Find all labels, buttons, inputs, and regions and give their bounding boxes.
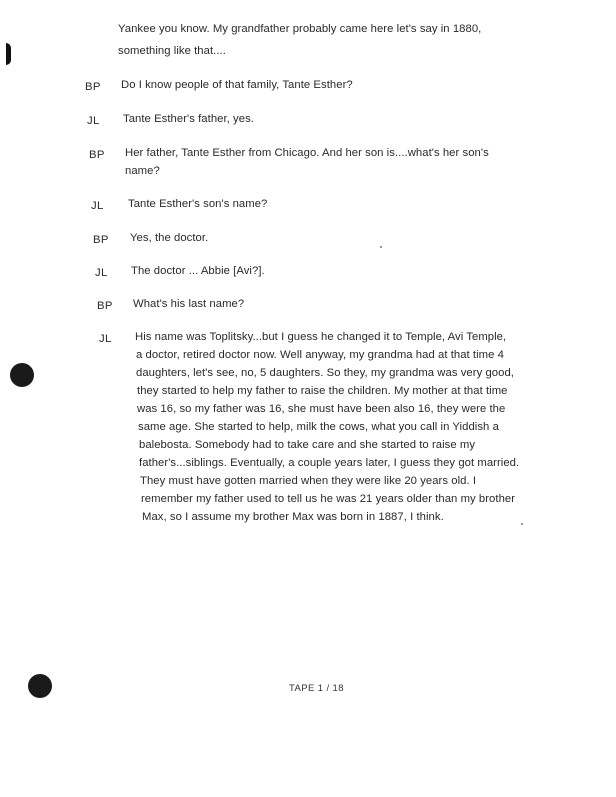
speaker-label: JL [87,115,100,127]
utterance-line: Yes, the doctor. [130,232,209,244]
punch-hole-bottom [28,674,52,698]
utterance-line: Tante Esther's father, yes. [123,113,254,125]
speaker-label: JL [95,267,108,279]
intro-line: something like that.... [118,45,226,57]
utterance-line: a doctor, retired doctor now. Well anyway, my grandma had at that time 4 [136,349,505,361]
utterance-line: Her father, Tante Esther from Chicago. And her son is....what's her son's [125,147,489,159]
utterance-line: same age. She started to help, milk the cows, what you call in Yiddish a [138,421,499,433]
speaker-label: BP [97,300,113,312]
edge-scan-mark [6,43,11,65]
speaker-label: JL [99,333,112,345]
speaker-label: JL [91,200,104,212]
utterance-line: was 16, so my father was 16, she must have been also 16, they were the [137,403,506,415]
utterance-line: name? [125,165,160,177]
utterance-line: father's...siblings. Eventually, a couple years later, I guess they got married. [139,457,520,469]
utterance-line: daughters, let's see, no, 5 daughters. So they, my grandma was very good, [136,367,514,379]
speaker-label: BP [89,149,105,161]
utterance-line: remember my father used to tell us he was 21 years older than my brother [141,493,516,505]
utterance-line: What's his last name? [133,298,245,310]
utterance-line: balebosta. Somebody had to take care and she started to raise my [139,439,476,451]
scan-speck [521,523,523,525]
utterance-line: they started to help my father to raise the children. My mother at that time [137,385,508,397]
utterance-line: His name was Toplitsky...but I guess he changed it to Temple, Avi Temple, [135,331,507,343]
utterance-line: Do I know people of that family, Tante Esther? [121,79,353,91]
speaker-label: BP [93,234,109,246]
page-footer: TAPE 1 / 18 [289,683,344,694]
intro-line: Yankee you know. My grandfather probably came here let's say in 1880, [118,23,482,35]
speaker-label: BP [85,81,101,93]
scan-speck [380,246,382,248]
utterance-line: The doctor ... Abbie [Avi?]. [131,265,265,277]
utterance-line: They must have gotten married when they were like 20 years old. I [140,475,477,487]
utterance-line: Max, so I assume my brother Max was born in 1887, I think. [142,511,444,523]
utterance-line: Tante Esther's son's name? [128,198,268,210]
punch-hole-middle [10,363,34,387]
